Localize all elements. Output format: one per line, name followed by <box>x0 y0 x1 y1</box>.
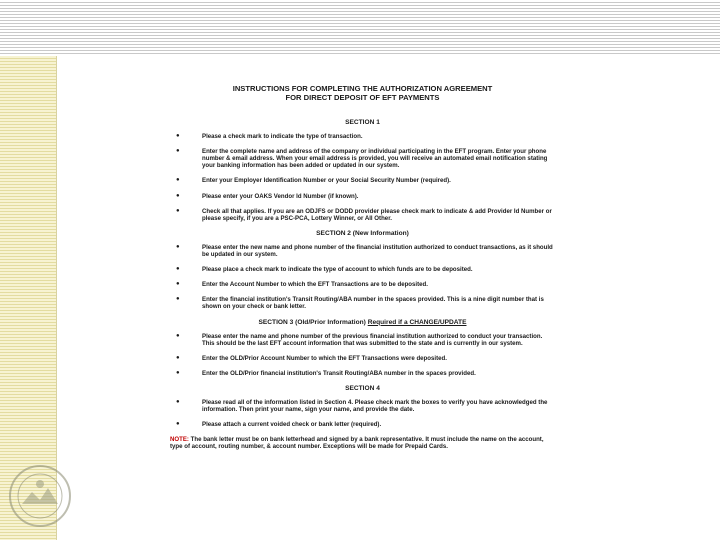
section-2-heading <box>170 230 555 237</box>
bank-letter-note <box>170 436 555 450</box>
bullet-icon: ● <box>176 243 180 250</box>
section-1-item-1 <box>170 133 555 140</box>
instructions-document <box>170 84 555 524</box>
bullet-icon: ● <box>176 281 180 288</box>
bullet-icon: ● <box>176 192 180 199</box>
item-text: Please read all of the information listed in Section 4. Please check mark the boxes to verify you have acknowledged the information. Then print your name, sign your name, and provide the date. <box>202 399 548 414</box>
bullet-icon: ● <box>176 296 180 303</box>
item-text: Please enter your OAKS Vendor Id Number (if known). <box>202 192 359 200</box>
section-3-item-2 <box>170 355 555 362</box>
bullet-icon: ● <box>176 148 180 155</box>
bullet-icon: ● <box>176 369 180 376</box>
bullet-icon: ● <box>176 177 180 184</box>
item-text: Enter the Account Number to which the EFT Transactions are to be deposited. <box>202 281 428 289</box>
header-stripe-band <box>0 0 720 56</box>
section-4-heading <box>170 385 555 392</box>
section-3-heading <box>170 319 555 326</box>
section-2-item-3 <box>170 281 555 288</box>
item-text: Please enter the name and phone number of the previous financial institution authorized to conduct your transaction. This should be the last EFT account information that was submitted to the state and is currently in our system. <box>202 332 543 347</box>
section-1-item-4 <box>170 193 555 200</box>
item-text: Enter the complete name and address of the company or individual participating in the EFT program. Enter your phone number & email address. When your email address is provided, you will receive an automated email notification stating your banking information has been added or updated in our system. <box>202 148 548 170</box>
item-text: Please place a check mark to indicate the type of account to which funds are to be deposited. <box>202 266 473 274</box>
section-heading-text: SECTION 4 <box>345 384 380 392</box>
item-text: Enter the OLD/Prior financial institution's Transit Routing/ABA number in the spaces provided. <box>202 369 476 377</box>
section-1-item-3 <box>170 177 555 184</box>
title-line-1: INSTRUCTIONS FOR COMPLETING THE AUTHORIZATION AGREEMENT <box>232 84 493 93</box>
bullet-icon: ● <box>176 354 180 361</box>
bullet-icon: ● <box>176 332 180 339</box>
title-line-2: FOR DIRECT DEPOSIT OF EFT PAYMENTS <box>285 93 440 102</box>
section-heading-text: SECTION 3 (Old/Prior Information) <box>258 318 366 326</box>
item-text: Please attach a current voided check or bank letter (required). <box>202 421 382 429</box>
section-heading-text: SECTION 1 <box>345 119 380 126</box>
document-title <box>170 84 555 102</box>
bullet-icon: ● <box>176 133 180 140</box>
section-heading-required: Required if a CHANGE/UPDATE <box>367 318 467 326</box>
section-1-heading <box>170 119 555 126</box>
item-text: Enter your Employer Identification Number or your Social Security Number (required). <box>202 177 451 185</box>
note-label: NOTE: <box>170 436 189 444</box>
item-text: Enter the OLD/Prior Account Number to which the EFT Transactions were deposited. <box>202 354 447 362</box>
item-text: Enter the financial institution's Transit Routing/ABA number in the spaces provided. This is a nine digit number that is shown on your check or bank letter. <box>202 296 544 311</box>
bullet-icon: ● <box>176 266 180 273</box>
bullet-icon: ● <box>176 207 180 214</box>
section-4-item-2 <box>170 421 555 428</box>
section-4-item-1 <box>170 399 555 413</box>
item-text: Check all that applies. If you are an ODJFS or DODD provider please check mark to indicate & add Provider Id Number or please specify, if you are a PSC-PCA, Lottery Winner, or All Other. <box>202 207 552 222</box>
item-text: Please enter the new name and phone number of the financial institution authorized to conduct transactions, as it should be updated in our system. <box>202 243 553 259</box>
state-seal-icon <box>8 464 72 528</box>
section-3-item-1 <box>170 333 555 347</box>
section-3-item-3 <box>170 370 555 377</box>
section-1-item-5 <box>170 208 555 222</box>
item-text: Please a check mark to indicate the type of transaction. <box>202 133 363 141</box>
bullet-icon: ● <box>176 421 180 428</box>
section-heading-text: SECTION 2 (New Information) <box>316 229 409 237</box>
bullet-icon: ● <box>176 399 180 406</box>
section-2-item-1 <box>170 244 555 258</box>
note-text: The bank letter must be on bank letterhead and signed by a bank representative. It must include the name on the account, type of account, routing number, & account number. Exceptions will be made for Prepaid Cards. <box>170 436 544 451</box>
section-2-item-2 <box>170 266 555 273</box>
section-2-item-4 <box>170 296 555 310</box>
section-1-item-2 <box>170 148 555 169</box>
